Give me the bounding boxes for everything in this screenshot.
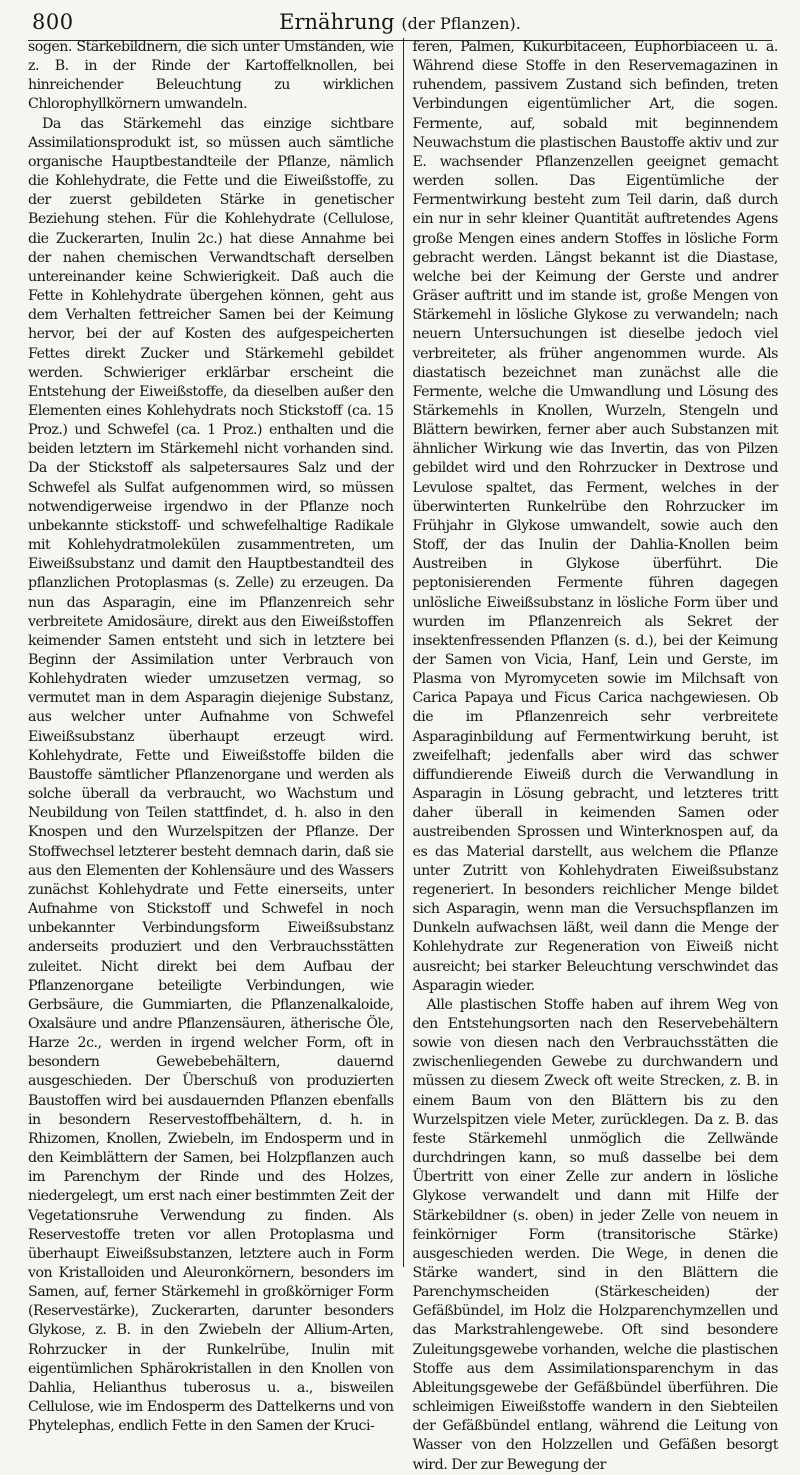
paragraph: Alle plastischen Stoffe haben auf ihrem Weg von den Entstehungsorten nach den Reservebehältern sowie von diesen nach den Verbrauchsstätten die zwischenliegenden Gewebe zu durchwandern und müssen zu diesem Zweck oft weite Strecken, z. B. in einem Baum von den Blättern bis zu den Wurzelspitzen viele Meter, zurücklegen. Da z. B. das feste Stärkemehl unmöglich die Zellwände durchdringen kann, so muß dasselbe bei dem Übertritt von einer Zelle zur andern in lösliche Glykose verwandelt und dann mit Hilfe der Stärkebildner (s. oben) in jeder Zelle von neuem in feinkörniger Form (transitorische Stärke) ausgeschieden werden. Die Wege, in denen die Stärke wandert, sind in den Blättern die Parenchymscheiden (Stärkescheiden) der Gefäßbündel, im Holz die Holzparenchymzellen und das Markstrahlengewebe. Oft sind besondere Zuleitungsgewebe vorhanden, welche die plastischen Stoffe aus dem Assimilationsparenchym in das Ableitungsgewebe der Gefäßbündel überführen. Die schleimigen Eiweißstoffe wandern in den Siebteilen der Gefäßbündel entlang, während die Leitung von Wasser von den Holzzellen und Gefäßen besorgt wird. Der zur Bewegung der — [413, 996, 779, 1475]
two-column-body — [28, 38, 778, 1267]
paragraph: feren, Palmen, Kukurbitaceen, Euphorbiaceen u. a. Während diese Stoffe in den Reservemagazinen in ruhendem, passivem Zustand sich befinden, treten Verbindungen eigentümlicher Art, die sogen. Fermente, auf, sobald mit beginnendem Neuwachstum die plastischen Baustoffe aktiv und zur E. wachsender Pflanzenzellen geeignet gemacht werden sollen. Das Eigentümliche der Fermentwirkung besteht zum Teil darin, daß durch ein nur in sehr kleiner Quantität auftretendes Agens große Mengen eines andern Stoffes in lösliche Form gebracht werden. Längst bekannt ist die Diastase, welche bei der Keimung der Gerste und andrer Gräser auftritt und im stande ist, große Mengen von Stärkemehl in lösliche Glykose zu verwandeln; nach neuern Untersuchungen ist dieselbe jedoch viel verbreiteter, als früher angenommen wurde. Als diastatisch bezeichnet man zunächst alle die Fermente, welche die Umwandlung und Lösung des Stärkemehls in Knollen, Wurzeln, Stengeln und Blättern bewirken, ferner aber auch Substanzen mit ähnlicher Wirkung wie das Invertin, das von Pilzen gebildet wird und den Rohrzucker in Dextrose und Levulose spaltet, das Ferment, welches in der überwinterten Runkelrübe den Rohrzucker im Frühjahr in Glykose umwandelt, sowie auch den Stoff, der das Inulin der Dahlia-Knollen beim Austreiben in Glykose überführt. Die peptonisierenden Fermente führen dagegen unlösliche Eiweißsubstanz in lösliche Form über und wurden im Pflanzenreich als Sekret der insektenfressenden Pflanzen (s. d.), bei der Keimung der Samen von Vicia, Hanf, Lein und Gerste, im Plasma von Myromyceten sowie im Milchsaft von Carica Papaya und Ficus Carica nachgewiesen. Ob die im Pflanzenreich sehr verbreitete Asparaginbildung auf Fermentwirkung beruht, ist zweifelhaft; jedenfalls aber wird das schwer diffundierende Eiweiß durch die Verwandlung in Asparagin in Lösung gebracht, und letzteres tritt daher überall in keimenden Samen oder austreibenden Sprossen und Winterknospen auf, da es das Material darstellt, aus welchem die Pflanze unter Zutritt von Kohlehydraten Eiweißsubstanz regeneriert. In besonders reichlicher Menge bildet sich Asparagin, wenn man die Versuchspflanzen im Dunkeln aufwachsen läßt, weil dann die Menge der Kohlehydrate zur Regeneration von Eiweiß nicht ausreicht; bei starker Beleuchtung verschwindet das Asparagin wieder. — [413, 38, 779, 996]
paragraph: sogen. Stärkebildnern, die sich unter Umständen, wie z. B. in der Rinde der Kartoffelknollen, bei hinreichender Beleuchtung zu wirklichen Chlorophyllkörnern umwandeln. — [28, 38, 394, 115]
right-column — [413, 38, 779, 1267]
page-header — [28, 8, 772, 38]
left-column — [28, 38, 394, 1267]
running-head — [28, 10, 772, 34]
column-divider — [403, 38, 404, 1267]
running-head-title: Ernährung — [279, 10, 394, 34]
running-head-subtitle: (der Pflanzen). — [401, 14, 521, 33]
page-number: 800 — [32, 10, 74, 34]
paragraph: Da das Stärkemehl das einzige sichtbare Assimilationsprodukt ist, so müssen auch sämtliche organische Hauptbestandteile der Pflanze, nämlich die Kohlehydrate, die Fette und die Eiweißstoffe, zu der zuerst gebildeten Stärke in genetischer Beziehung stehen. Für die Kohlehydrate (Cellulose, die Zuckerarten, Inulin 2c.) hat diese Annahme bei der nahen chemischen Verwandtschaft derselben untereinander keine Schwierigkeit. Daß auch die Fette in Kohlehydrate übergehen können, geht aus dem Verhalten fettreicher Samen bei der Keimung hervor, bei der auf Kosten des aufgespeicherten Fettes direkt Zucker und Stärkemehl gebildet werden. Schwieriger erklärbar erscheint die Entstehung der Eiweißstoffe, da dieselben außer den Elementen eines Kohlehydrats noch Stickstoff (ca. 15 Proz.) und Schwefel (ca. 1 Proz.) enthalten und die beiden letztern im Stärkemehl nicht vorhanden sind. Da der Stickstoff als salpetersaures Salz und der Schwefel als Sulfat aufgenommen wird, so müssen notwendigerweise irgendwo in der Pflanze noch unbekannte stickstoff- und schwefelhaltige Radikale mit Kohlehydratmolekülen zusammentreten, um Eiweißsubstanz und damit den Hauptbestandteil des pflanzlichen Protoplasmas (s. Zelle) zu erzeugen. Da nun das Asparagin, eine im Pflanzenreich sehr verbreitete Amidosäure, direkt aus den Eiweißstoffen keimender Samen entsteht und sich in letztere bei Beginn der Assimilation unter Verbrauch von Kohlehydraten wieder umzusetzen vermag, so vermutet man in dem Asparagin diejenige Substanz, aus welcher unter Aufnahme von Schwefel Eiweißsubstanz überhaupt erzeugt wird. Kohlehydrate, Fette und Eiweißstoffe bilden die Baustoffe sämtlicher Pflanzenorgane und werden als solche überall da verbraucht, wo Wachstum und Neubildung von Teilen stattfindet, d. h. also in den Knospen und den Wurzelspitzen der Pflanze. Der Stoffwechsel letzterer besteht demnach darin, daß sie aus den Elementen der Kohlensäure und des Wassers zunächst Kohlehydrate und Fette einerseits, unter Aufnahme von Stickstoff und Schwefel in noch unbekannter Verbindungsform Eiweißsubstanz anderseits produziert und den Verbrauchsstätten zuleitet. Nicht direkt bei dem Aufbau der Pflanzenorgane beteiligte Verbindungen, wie Gerbsäure, die Gummiarten, die Pflanzenalkaloide, Oxalsäure und andre Pflanzensäuren, ätherische Öle, Harze 2c., werden in irgend welcher Form, oft in besondern Gewebebehältern, dauernd ausgeschieden. Der Überschuß von produzierten Baustoffen wird bei ausdauernden Pflanzen ebenfalls in besondern Reservestoffbehältern, d. h. in Rhizomen, Knollen, Zwiebeln, im Endosperm und in den Keimblättern der Samen, bei Holzpflanzen auch im Parenchym der Rinde und des Holzes, niedergelegt, um erst nach einer bestimmten Zeit der Vegetationsruhe Verwendung zu finden. Als Reservestoffe treten vor allen Protoplasma und überhaupt Eiweißsubstanzen, letztere auch in Form von Kristalloiden und Aleuronkörnern, besonders im Samen, auf, ferner Stärkemehl in großkörniger Form (Reservestärke), Zuckerarten, darunter besonders Glykose, z. B. in den Zwiebeln der Allium-Arten, Rohrzucker in der Runkelrübe, Inulin mit eigentümlichen Sphärokristallen in den Knollen von Dahlia, Helianthus tuberosus u. a., bisweilen Cellulose, wie im Endosperm des Dattelkerns und von Phytelephas, endlich Fette in den Samen der Kruci- — [28, 115, 394, 1437]
